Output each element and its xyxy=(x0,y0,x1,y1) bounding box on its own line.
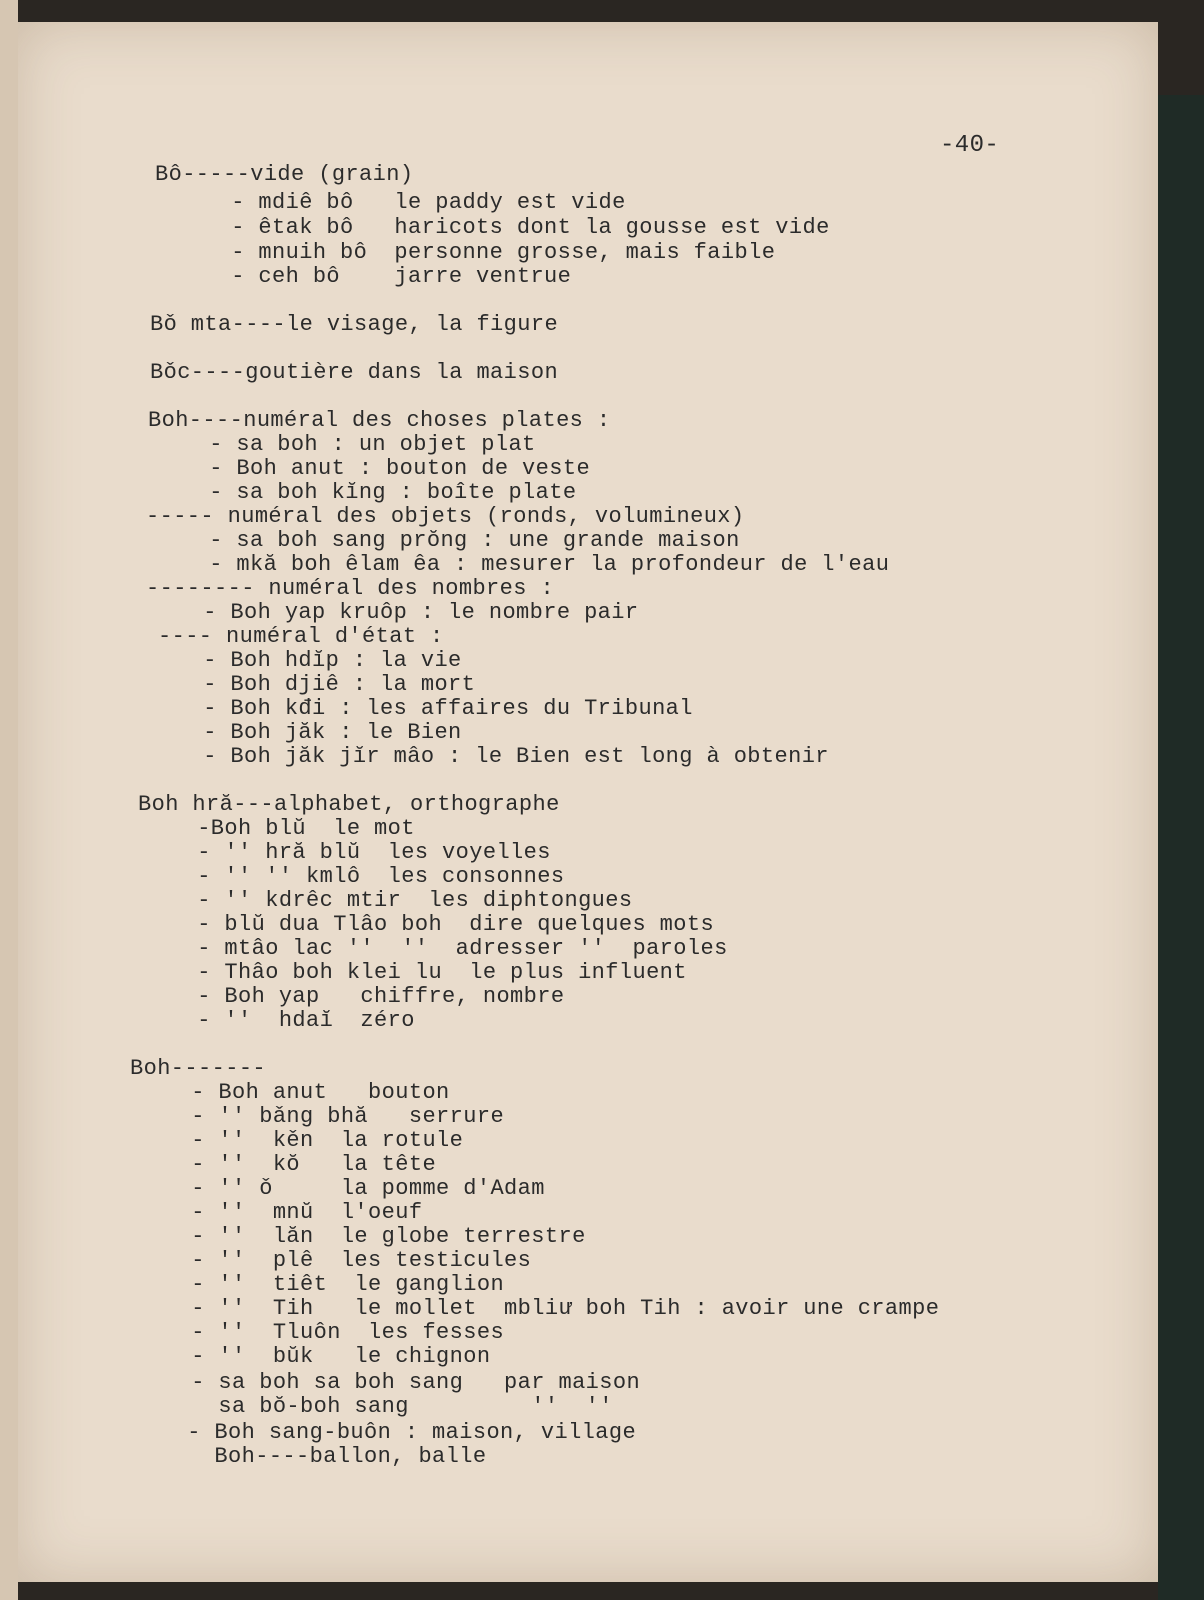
entry-line: Boh----ballon, balle xyxy=(160,1444,487,1469)
entry-line: - Boh yap chiffre, nombre xyxy=(170,984,565,1009)
entry-line: - '' kěn la rotule xyxy=(164,1128,464,1153)
entry-line: - '' ǒ la pomme d'Adam xyxy=(164,1176,545,1201)
entry-line: - Boh yap kruôp : le nombre pair xyxy=(176,600,639,625)
entry-line: - Boh sang-buôn : maison, village xyxy=(160,1420,637,1445)
binding-edge xyxy=(0,0,18,1600)
entry-line: - ceh bô jarre ventrue xyxy=(204,264,572,289)
entry-line: - '' lăn le globe terrestre xyxy=(164,1224,586,1249)
entry-line: - Boh jăk jĭr mâo : le Bien est long à obtenir xyxy=(176,744,829,769)
entry-line: sa bŏ-boh sang '' '' xyxy=(164,1394,613,1419)
entry-line: - Boh kđi : les affaires du Tribunal xyxy=(176,696,693,721)
entry-line: - '' bŭk le chignon xyxy=(164,1344,491,1369)
entry-headword: Boh hră---alphabet, orthographe xyxy=(138,792,560,817)
entry-line: - Boh jăk : le Bien xyxy=(176,720,462,745)
entry-line: - '' hdaĭ zéro xyxy=(170,1008,415,1033)
entry-headword: Bǒc----goutière dans la maison xyxy=(150,360,559,385)
entry-line: - sa boh kĭng : boîte plate xyxy=(182,480,577,505)
entry-line: ----- numéral des objets (ronds, volumineux) xyxy=(146,504,745,529)
entry-line: - '' tiêt le ganglion xyxy=(164,1272,505,1297)
entry-line: - '' Tluôn les fesses xyxy=(164,1320,505,1345)
entry-line: - Boh anut bouton xyxy=(164,1080,450,1105)
entry-line: - mtâo lac '' '' adresser '' paroles xyxy=(170,936,728,961)
entry-line: - sa boh sang prŏng : une grande maison xyxy=(182,528,740,553)
entry-line: - '' kdrêc mtir les diphtongues xyxy=(170,888,633,913)
entry-line: - '' hră blŭ les voyelles xyxy=(170,840,551,865)
entry-line: -------- numéral des nombres : xyxy=(146,576,555,601)
entry-line: - '' kŏ la tête xyxy=(164,1152,437,1177)
entry-line: - Boh hdĭp : la vie xyxy=(176,648,462,673)
entry-line: - êtak bô haricots dont la gousse est vide xyxy=(204,215,830,240)
entry-line: - '' plê les testicules xyxy=(164,1248,532,1273)
entry-line: - mkă boh êlam êa : mesurer la profondeur de l'eau xyxy=(182,552,890,577)
entry-line: - Boh djiê : la mort xyxy=(176,672,476,697)
entry-line: ---- numéral d'état : xyxy=(158,624,444,649)
entry-line: - Boh anut : bouton de veste xyxy=(182,456,591,481)
entry-headword: Bô-----vide (grain) xyxy=(155,162,414,187)
entry-headword: Bǒ mta----le visage, la figure xyxy=(150,312,559,337)
entry-line: - '' '' kmlô les consonnes xyxy=(170,864,565,889)
entry-line: - '' bǎng bhă serrure xyxy=(164,1104,505,1129)
entry-line: -Boh blŭ le mot xyxy=(170,816,415,841)
entry-line: - blŭ dua Tlâo boh dire quelques mots xyxy=(170,912,715,937)
page-number: -40- xyxy=(940,132,1000,159)
entry-line: - '' mnŭ l'oeuf xyxy=(164,1200,423,1225)
entry-line: - sa boh sa boh sang par maison xyxy=(164,1370,641,1395)
entry-line: - sa boh : un objet plat xyxy=(182,432,536,457)
entry-line: - Thâo boh klei lu le plus influent xyxy=(170,960,687,985)
entry-line: - '' Tih le mollet mbliư boh Tih : avoir une crampe xyxy=(164,1296,940,1321)
entry-headword: Boh------- xyxy=(130,1056,267,1081)
entry-line: - mnuih bô personne grosse, mais faible xyxy=(204,240,776,265)
book-cover-edge xyxy=(1158,95,1204,1600)
entry-headword: Boh----numéral des choses plates : xyxy=(148,408,611,433)
entry-line: - mdiê bô le paddy est vide xyxy=(204,190,626,215)
